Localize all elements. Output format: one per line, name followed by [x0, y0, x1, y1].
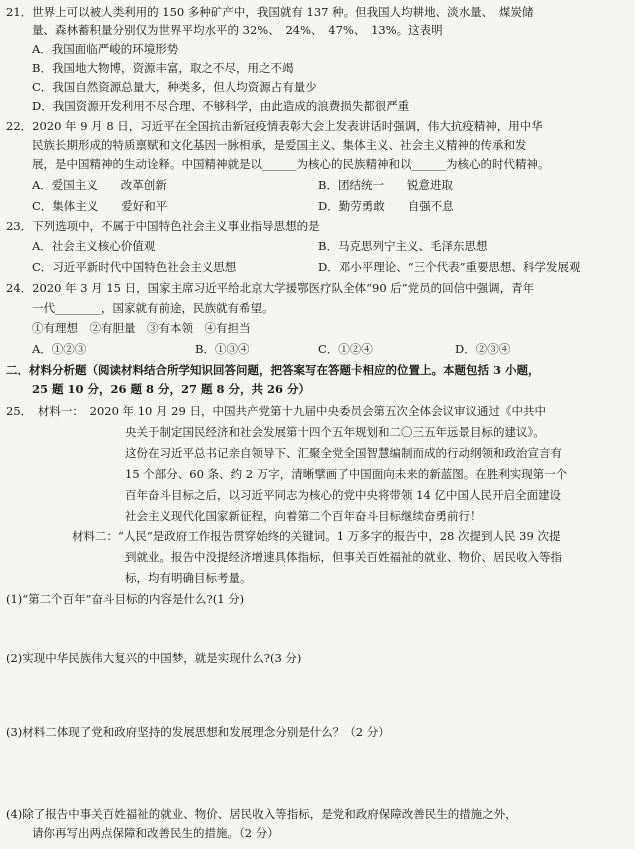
q22-stem-line1: 22．2020 年 9 月 8 日，习近平在全国抗击新冠疫情表彰大会上发表讲话时强调，伟大抗疫精神，用中华: [6, 119, 543, 133]
q24-option-a: A．①②③: [32, 342, 87, 356]
q25-subquestion-1: (1)“第二个百年”奋斗目标的内容是什么?(1 分): [6, 592, 245, 606]
q22-option-a: A．爱国主义 改革创新: [32, 178, 167, 192]
q23-option-d: D．邓小平理论、“三个代表”重要思想、科学发展观: [318, 260, 581, 274]
q22-stem-line3: 展，是中国精神的生动诠释。中国精神就是以______为核心的民族精神和以______为核心的时代精神。: [32, 157, 550, 171]
section2-heading-line2: 25 题 10 分，26 题 8 分，27 题 8 分，共 26 分）: [32, 382, 311, 396]
q21-stem-line1: 21．世界上可以被人类利用的 150 多种矿产中，我国就有 137 种。但我国人均耕地、淡水量、 煤炭储: [6, 5, 534, 19]
q21-option-d: D．我国资源开发利用不尽合理、不够科学，由此造成的浪费损失都很严重: [32, 99, 410, 113]
q22-stem-line2: 民族长期形成的特质禀赋和文化基因一脉相承，是爱国主义、集体主义、社会主义精神的传承和发: [32, 138, 527, 152]
q25-subquestion-4-line2: 请你再写出两点保障和改善民生的措施。（2 分）: [32, 826, 279, 840]
q25-material1-line3: 这份在习近平总书记亲自领导下、汇聚全党全国智慧编制而成的行动纲领和政治宣言有: [125, 446, 562, 460]
q25-material1-line5: 百年奋斗目标之后，以习近平同志为核心的党中央将带领 14 亿中国人民开启全面建设: [125, 488, 561, 502]
q23-stem: 23．下列选项中，不属于中国特色社会主义事业指导思想的是: [6, 219, 320, 233]
q24-items: ①有理想 ②有胆量 ③有本领 ④有担当: [32, 321, 251, 335]
section2-heading-line1: 二．材料分析题（阅读材料结合所学知识回答问题，把答案写在答题卡相应的位置上。本题包括 3 小题，: [6, 363, 540, 377]
q25-material2-line1: 材料二：“人民”是政府工作报告贯穿始终的关键词。1 万多字的报告中，28 次提到人民 39 次提: [72, 529, 561, 543]
q25-material2-line3: 标，均有明确目标考量。: [125, 571, 252, 585]
q25-subquestion-2: (2)实现中华民族伟大复兴的中国梦，就是实现什么?(3 分): [6, 651, 302, 665]
q24-option-d: D．②③④: [455, 342, 511, 356]
q23-option-a: A．社会主义核心价值观: [32, 239, 156, 253]
q24-option-c: C．①②④: [318, 342, 373, 356]
q21-stem-line2: 量、森林蓄积量分别仅为世界平均水平的 32%、 24%、 47%、 13%。这表明: [32, 23, 443, 37]
q22-option-c: C．集体主义 爱好和平: [32, 199, 168, 213]
q25-material1-line4: 15 个部分、60 条、约 2 万字，清晰擘画了中国面向未来的新蓝图。在胜利实现第一个: [125, 467, 568, 481]
q25-material1-line2: 央关于制定国民经济和社会发展第十四个五年规划和二〇三五年远景目标的建议》。: [125, 425, 545, 439]
q25-material2-line2: 到就业。报告中没提经济增速具体指标，但事关百姓福祉的就业、物价、居民收入等指: [125, 550, 562, 564]
q24-stem-line1: 24．2020 年 3 月 15 日，国家主席习近平给北京大学援鄂医疗队全体“90 后”党员的回信中强调，青年: [6, 281, 535, 295]
q25-subquestion-4-line1: (4)除了报告中事关百姓福祉的就业、物价、居民收入等指标，是党和政府保障改善民生的措施之外，: [6, 807, 517, 821]
q24-option-b: B．①③④: [195, 342, 250, 356]
q21-option-a: A．我国面临严峻的环境形势: [32, 42, 179, 56]
q25-subquestion-3: (3)材料二体现了党和政府坚持的发展思想和发展理念分别是什么？（2 分）: [6, 725, 390, 739]
q21-option-c: C．我国自然资源总量大，种类多，但人均资源占有量少: [32, 80, 317, 94]
q22-option-b: B．团结统一 锐意进取: [318, 178, 453, 192]
q22-option-d: D．勤劳勇敢 自强不息: [318, 199, 454, 213]
q23-option-c: C．习近平新时代中国特色社会主义思想: [32, 260, 237, 274]
q25-material1-line1: 25． 材料一： 2020 年 10 月 29 日，中国共产党第十九届中央委员会第五次全体会议审议通过《中共中: [6, 404, 546, 418]
q25-material1-line6: 社会主义现代化国家新征程，向着第二个百年奋斗目标继续奋勇前行！: [125, 509, 482, 523]
q24-stem-line2: 一代________，国家就有前途，民族就有希望。: [32, 301, 274, 315]
q23-option-b: B．马克思列宁主义、毛泽东思想: [318, 239, 488, 253]
q21-option-b: B．我国地大物博，资源丰富，取之不尽，用之不竭: [32, 61, 294, 75]
